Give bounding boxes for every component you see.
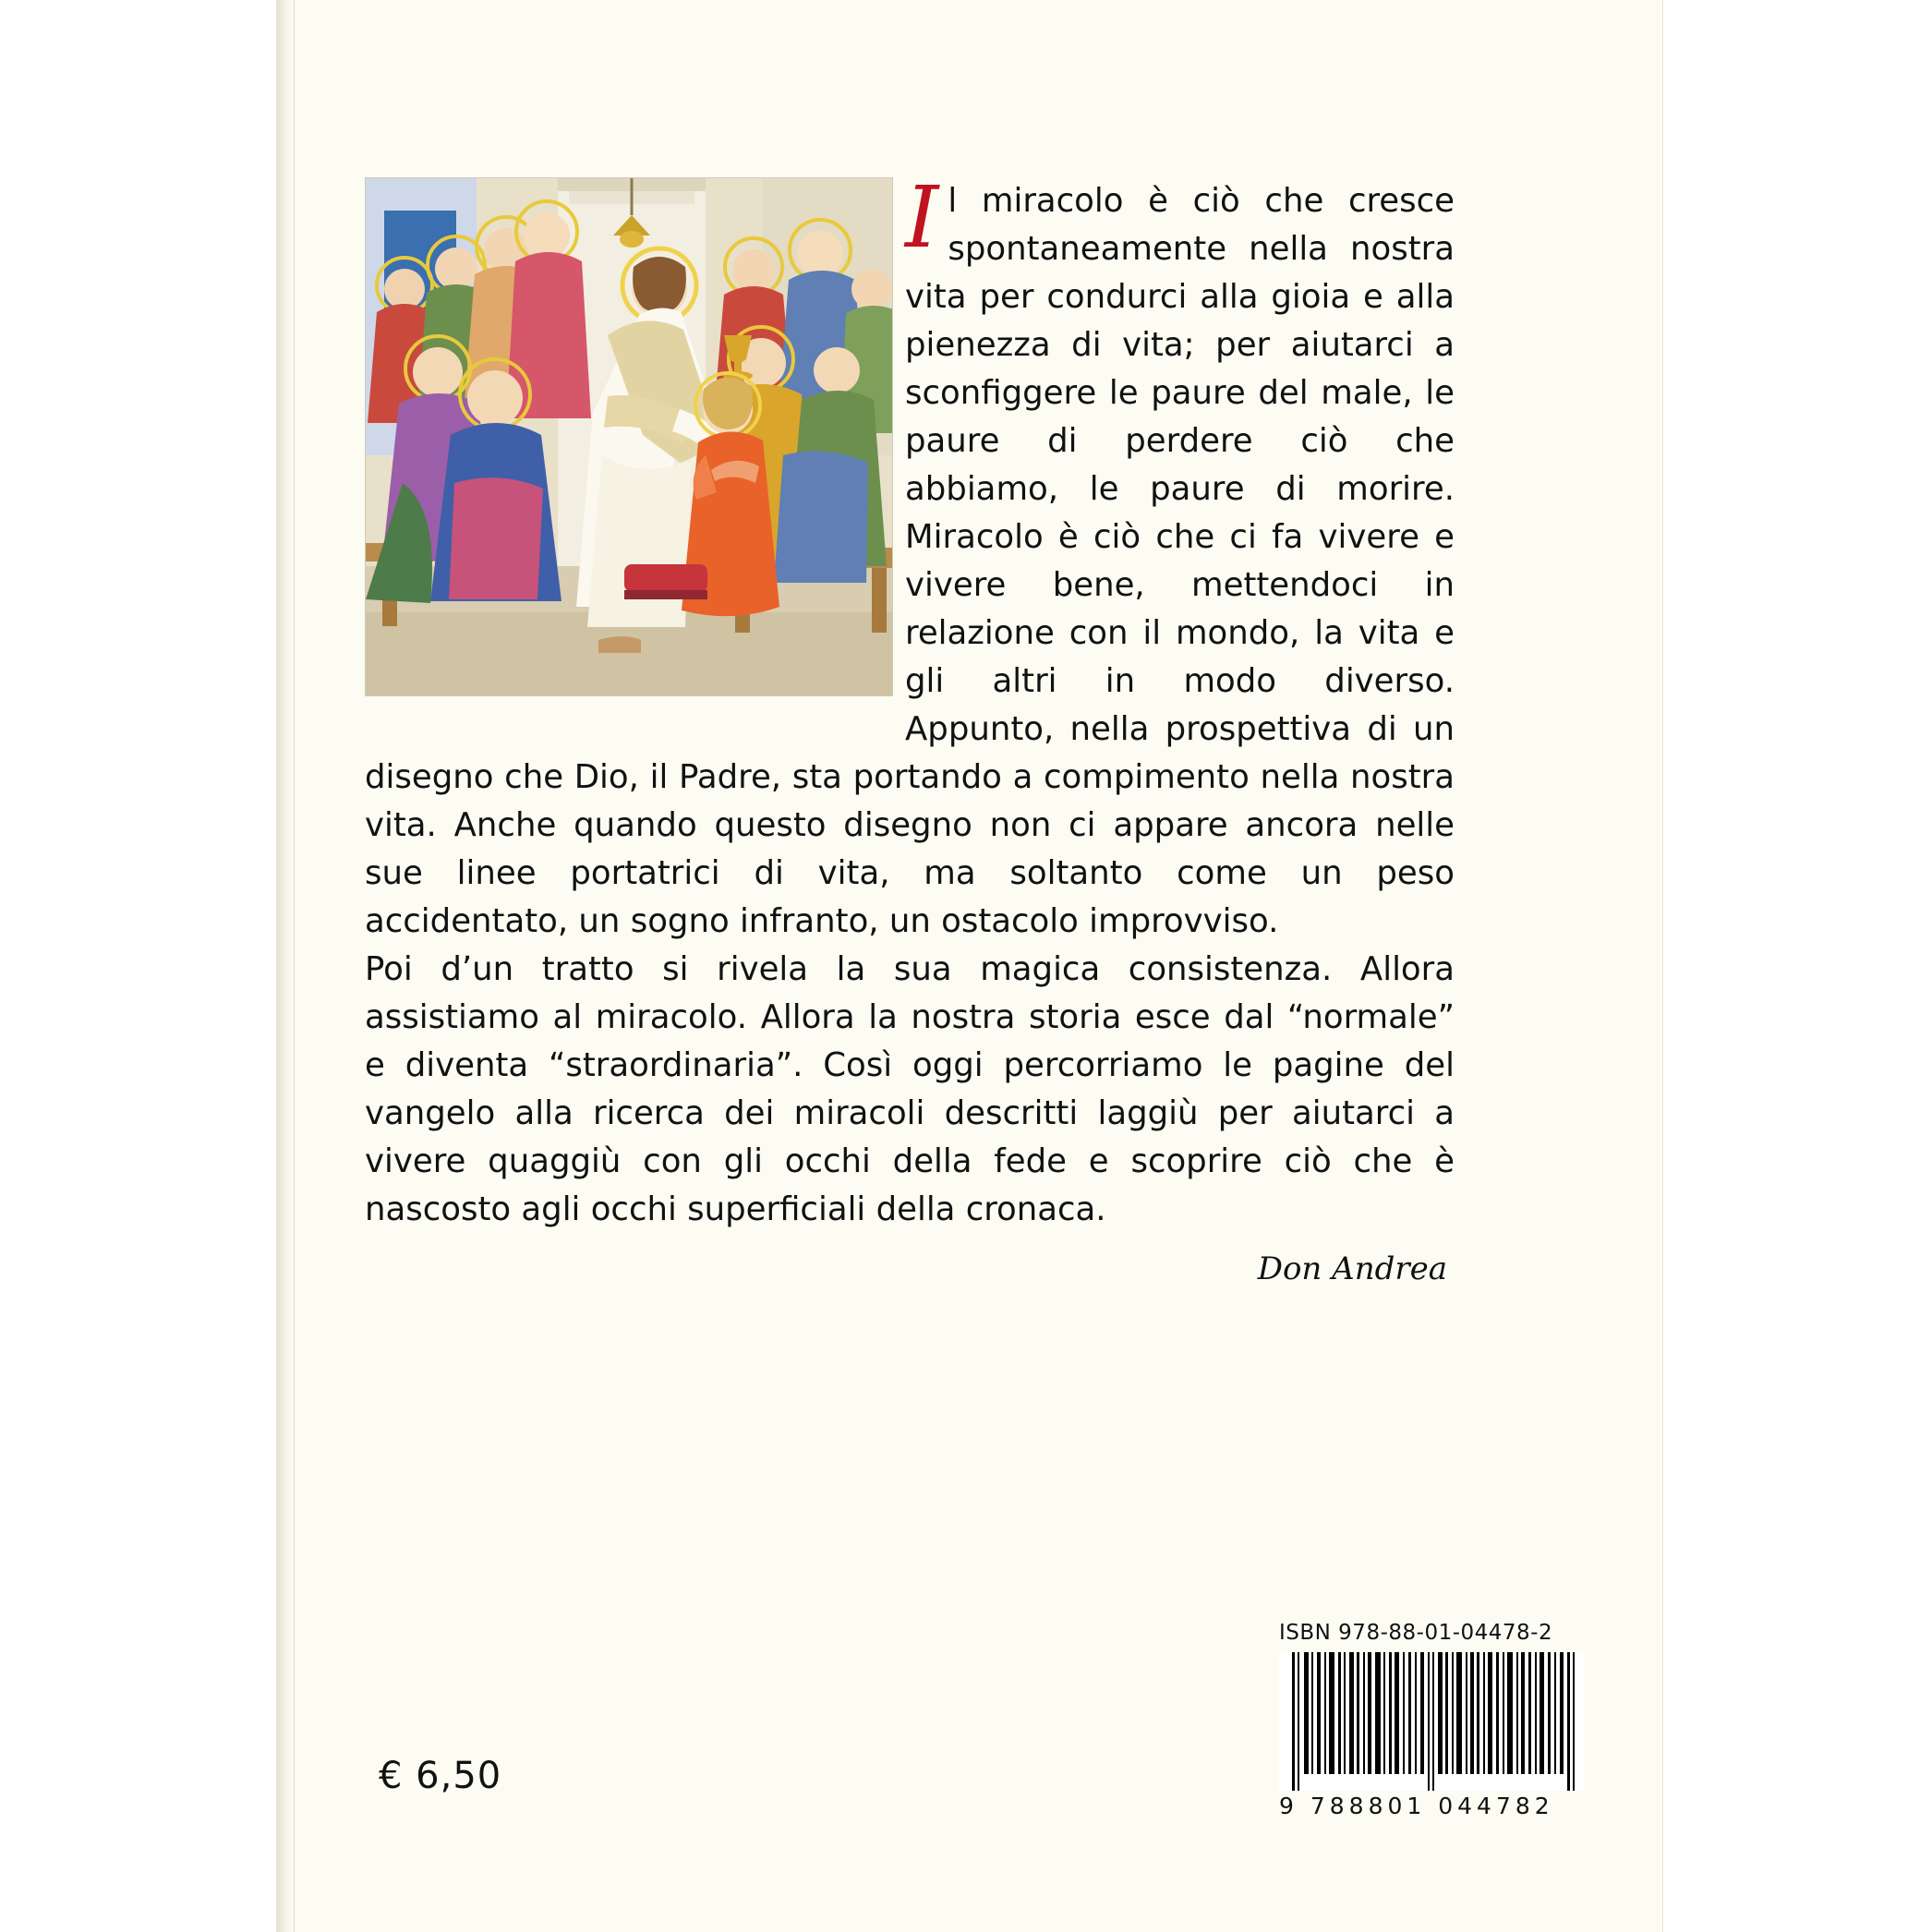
price-label: € 6,50 [379,1755,502,1797]
barcode-digits: 9 788801 044782 [1279,1793,1554,1819]
author-signature: Don Andrea [1257,1250,1447,1287]
cover-spine-edge [277,0,295,1932]
blurb-text-column [365,168,1455,1287]
blurb-paragraph-1 [365,168,1455,946]
barcode-bars [1279,1652,1584,1791]
book-back-cover [277,0,1662,1932]
barcode-block [1279,1621,1584,1819]
isbn-label: ISBN 978-88-01-04478-2 [1279,1621,1553,1645]
illustration-text-wrap-spacer [365,177,905,708]
drop-cap: I [905,168,939,267]
blurb-paragraph-1-text: l miracolo è ciò che cresce spontaneamente nella nostra vita per condurci alla gioia e alla pienezza di vita; per aiutarci a sconfiggere le paure del male, le paure di perdere ciò che abbiamo, le paure di morire. Miracolo è ciò che ci fa vivere e vivere bene, mettendoci in relazione con il mondo, la vita e gli altri in modo diverso. Appunto, nella prospettiva di un disegno che Dio, il Padre, sta portando a compimento nella nostra vita. Anche quando questo disegno non ci appare ancora nelle sue linee portatrici di vita, ma soltanto come un peso accidentato, un sogno infranto, un ostacolo improvviso. [365,182,1455,940]
blurb-paragraph-2: Poi d’un tratto si rivela la sua magica consistenza. Allora assistiamo al miracolo. Allora la nostra storia esce dal “normale” e diventa “straordinaria”. Così oggi percorriamo le pagine del vangelo alla ricerca dei miracoli descritti laggiù per aiutarci a vivere quaggiù con gli occhi della fede e scoprire ciò che è nascosto agli occhi superficiali della cronaca. [365,950,1455,1228]
